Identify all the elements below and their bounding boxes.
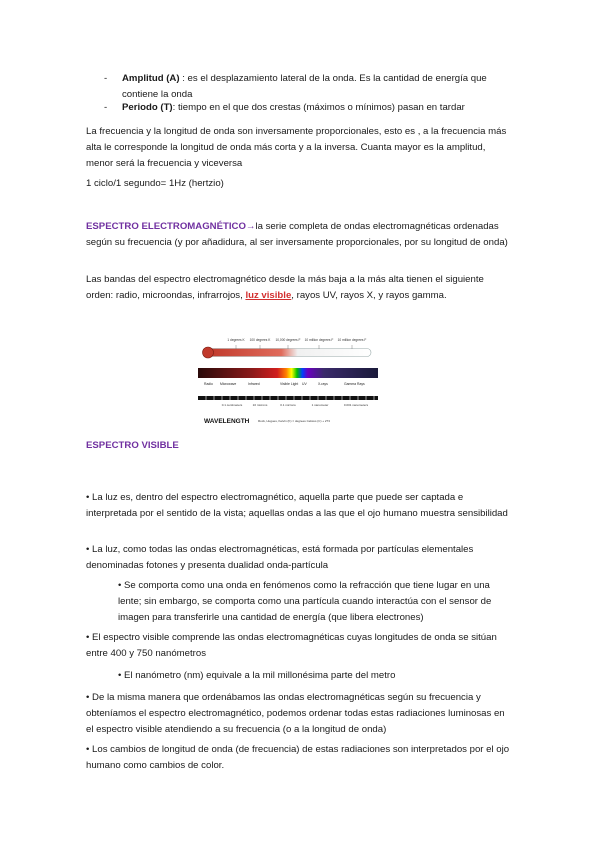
- figure-credit: Rock, Hugues, Kelvin (K) = degrees Celsius (C) + 273: [258, 419, 330, 423]
- heading-espectro-em: ESPECTRO ELECTROMAGNÉTICO: [86, 221, 246, 232]
- thermo-label: 10 million degrees F: [304, 338, 334, 342]
- highlight-luz-visible: luz visible: [245, 290, 292, 301]
- band-label: Gamma Rays: [344, 382, 365, 386]
- heading-espectro-visible-text: ESPECTRO VISIBLE: [86, 440, 179, 451]
- paragraph-frequency: La frecuencia y la longitud de onda son inversamente proporcionales, esto es , a la frecuencia más alta le corresponde la longitud de onda más corta y a la inversa. Cuanta mayor es la amplitud, menor será la frecuencia y viceversa: [86, 126, 507, 169]
- band-label: Microwave: [220, 382, 237, 386]
- band-labels: [204, 382, 365, 386]
- bullet-color: • Los cambios de longitud de onda (de frecuencia) de estas radiaciones son interpretados por el ojo humano como cambios de color.: [86, 744, 510, 771]
- thermo-label: 100 degrees K: [249, 338, 271, 342]
- thermo-label: 1 degrees K: [227, 338, 245, 342]
- bullet-luz: • La luz es, dentro del espectro electromagnético, aquella parte que puede ser captada e interpretada por el sentido de la vista; aquellas ondas a las que el ojo humano muestra sensibilidad: [86, 492, 508, 519]
- band-label: UV: [302, 382, 307, 386]
- term-amplitud: Amplitud (A): [122, 73, 180, 84]
- definition-amplitud: : es el desplazamiento lateral de la onda. Es la cantidad de energía que contiene la onda: [122, 73, 487, 100]
- band-label: X-rays: [318, 382, 328, 386]
- list-dash: -: [104, 73, 108, 84]
- subbullet-nanometro: • El nanómetro (nm) equivale a la mil millonésima parte del metro: [118, 670, 396, 681]
- arrow-icon: →: [245, 221, 256, 232]
- list-item-text: [122, 100, 514, 116]
- spectrum-band: [198, 368, 378, 378]
- paragraph-espectro-em: [86, 219, 512, 251]
- spectrum-figure: [198, 332, 378, 430]
- bands-text-after: , rayos UV, rayos X, y rayos gamma.: [291, 290, 447, 301]
- subbullet-onda-particula: • Se comporta como una onda en fenómenos como la refracción que tiene lugar en una lente; sin embargo, se comporta como una partícula cuando interactúa con el sensor de imagen para transferirle una cantidad de energía (que libera electrones): [118, 580, 492, 623]
- wavelength-scale: [198, 396, 378, 400]
- paragraph-bands: [86, 272, 512, 304]
- scale-labels: [222, 403, 369, 407]
- bullet-fotones: • La luz, como todas las ondas electromagnéticas, está formada por partículas elementales denominadas fotones y presenta dualidad onda-partícula: [86, 544, 474, 571]
- term-periodo: Periodo (T): [122, 102, 173, 113]
- definition-periodo: : tiempo en el que dos crestas (máximos o mínimos) pasan en tardar: [172, 102, 465, 113]
- thermometer: [203, 345, 372, 358]
- bullet-espectro-visible: • El espectro visible comprende las ondas electromagnéticas cuyas longitudes de onda se sitúan entre 400 y 750 nanómetros: [86, 632, 497, 659]
- list-dash: -: [104, 102, 108, 113]
- thermo-label: 10 million degrees F: [337, 338, 367, 342]
- thermo-labels: [227, 338, 366, 342]
- scale-label: 1 nanometer: [311, 403, 329, 407]
- band-label: Visible Light: [280, 382, 299, 386]
- bullet-ordenar: • De la misma manera que ordenábamos las ondas electromagnéticas según su frecuencia y obteníamos el espectro electromagnético, podemos ordenar todas estas radiaciones luminosas en el espectro visible atendiendo a su frecuencia (o a la longitud de onda): [86, 692, 505, 735]
- band-label: Infrared: [248, 382, 260, 386]
- scale-label: 10 microns: [252, 403, 268, 407]
- bands-text-before: Las bandas del espectro electromagnético desde la más baja a la más alta tienen el siguiente orden: radio, microondas, infrarrojos,: [86, 274, 484, 301]
- band-label: Radio: [204, 382, 213, 386]
- wavelength-label: WAVELENGTH: [204, 418, 250, 425]
- espectro-em-definition: la serie completa de ondas electromagnéticas ordenadas según su frecuencia (y por añadidura, al ser inversamente proporcionales, por su longitud de onda): [86, 221, 508, 248]
- scale-label: 0.001 nanometers: [343, 403, 369, 407]
- scale-label: 0.1 microns: [280, 403, 296, 407]
- heading-espectro-visible: [86, 438, 512, 454]
- scale-label: 0.1 centimeters: [221, 403, 243, 407]
- thermo-label: 10,000 degrees F: [275, 338, 301, 342]
- paragraph-hertz: 1 ciclo/1 segundo= 1Hz (hertzio): [86, 178, 224, 189]
- list-item-text: [122, 71, 514, 103]
